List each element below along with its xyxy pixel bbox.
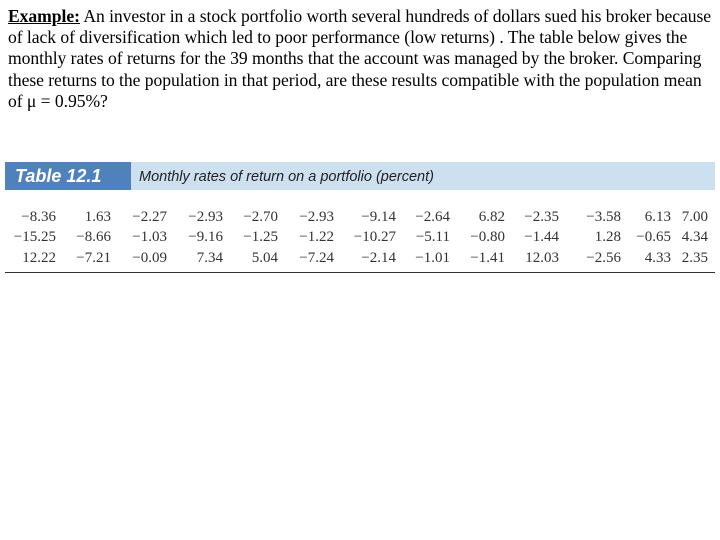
table-number-badge: Table 12.1 bbox=[5, 162, 131, 190]
table-caption: Monthly rates of return on a portfolio (percent) bbox=[139, 169, 434, 185]
return-cell: −7.21 bbox=[76, 249, 111, 266]
return-cell: −2.14 bbox=[361, 249, 396, 266]
return-cell: −0.09 bbox=[132, 249, 167, 266]
example-text: An investor in a stock portfolio worth several hundreds of dollars sued his broker because of lack of diversification which led to poor performance (low returns) . The table below gives the monthly rates of returns for the 39 months that the account was managed by the broker. Comparing these returns to the population in that period, are these results compatible with the population mean of μ = 0.95%? bbox=[8, 6, 712, 111]
table-bottom-rule bbox=[5, 272, 715, 273]
return-cell: −7.24 bbox=[299, 249, 334, 266]
return-cell: −15.25 bbox=[13, 229, 56, 246]
return-cell: −2.70 bbox=[243, 208, 278, 225]
return-cell: −9.14 bbox=[361, 208, 396, 225]
return-cell: −5.11 bbox=[415, 229, 450, 246]
return-cell: −2.27 bbox=[132, 208, 167, 225]
return-cell: −1.01 bbox=[415, 249, 450, 266]
return-cell: −0.65 bbox=[636, 229, 671, 246]
return-cell: 1.28 bbox=[594, 229, 621, 246]
return-cell: 7.00 bbox=[681, 208, 708, 225]
return-cell: −10.27 bbox=[353, 229, 396, 246]
return-cell: 6.13 bbox=[644, 208, 671, 225]
return-cell: −2.93 bbox=[188, 208, 223, 225]
return-cell: −1.03 bbox=[132, 229, 167, 246]
table-row bbox=[4, 207, 708, 228]
return-cell: 12.22 bbox=[22, 249, 56, 266]
return-cell: −1.41 bbox=[470, 249, 505, 266]
return-cell: −1.22 bbox=[299, 229, 334, 246]
return-cell: 6.82 bbox=[478, 208, 505, 225]
table-row bbox=[4, 248, 708, 269]
return-cell: −2.56 bbox=[586, 249, 621, 266]
return-cell: −2.35 bbox=[524, 208, 559, 225]
example-label: Example: bbox=[8, 6, 80, 26]
return-cell: 2.35 bbox=[681, 249, 708, 266]
return-cell: −9.16 bbox=[188, 229, 223, 246]
return-cell: −1.44 bbox=[524, 229, 559, 246]
return-cell: 12.03 bbox=[525, 249, 559, 266]
return-cell: −8.36 bbox=[21, 208, 56, 225]
return-cell: −3.58 bbox=[586, 208, 621, 225]
return-cell: 1.63 bbox=[84, 208, 111, 225]
return-cell: −8.66 bbox=[76, 229, 111, 246]
return-cell: 7.34 bbox=[196, 249, 223, 266]
return-cell: −1.25 bbox=[243, 229, 278, 246]
table-row bbox=[4, 228, 708, 249]
return-cell: −0.80 bbox=[470, 229, 505, 246]
returns-table bbox=[4, 207, 708, 269]
return-cell: 5.04 bbox=[251, 249, 278, 266]
return-cell: −2.64 bbox=[415, 208, 450, 225]
return-cell: 4.34 bbox=[681, 229, 708, 246]
example-paragraph bbox=[8, 6, 714, 112]
table-header-bar bbox=[5, 162, 715, 190]
return-cell: 4.33 bbox=[644, 249, 671, 266]
return-cell: −2.93 bbox=[299, 208, 334, 225]
